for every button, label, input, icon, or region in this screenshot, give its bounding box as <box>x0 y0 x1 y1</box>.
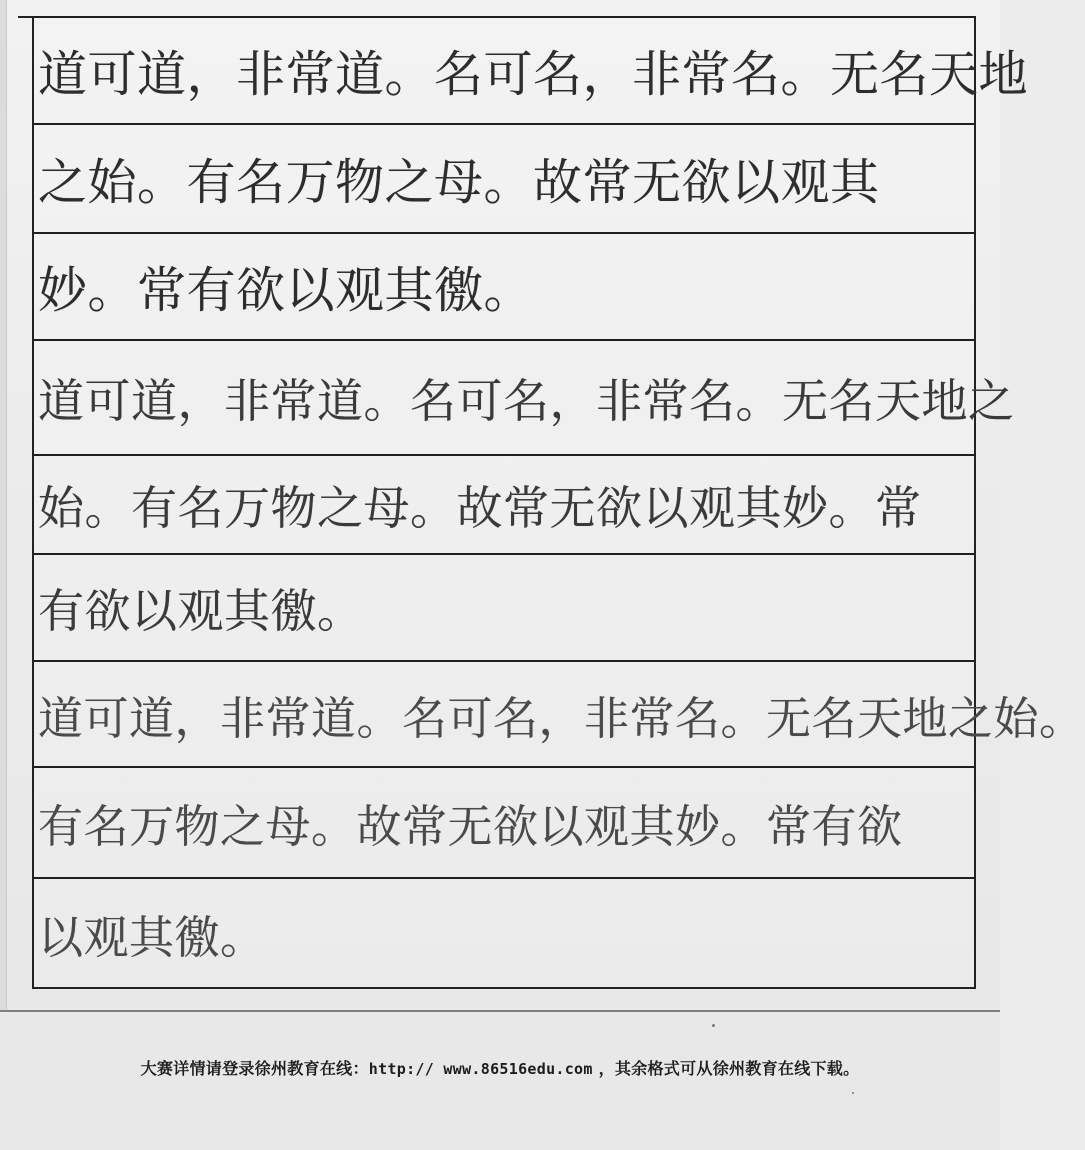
footer-note <box>0 1056 1000 1079</box>
line-text: 有名万物之母。故常无欲以观其妙。常有欲 <box>38 800 903 853</box>
writing-grid <box>32 16 1085 989</box>
writing-line-6 <box>34 553 974 660</box>
line-text: 道可道，非常道。名可名，非常名。无名天地之始。 <box>38 691 1085 745</box>
footer-suffix: ，其余格式可从徐州教育在线下载。 <box>592 1059 860 1078</box>
paper-speck <box>852 1092 854 1094</box>
bottom-rule <box>0 1010 1000 1012</box>
writing-line-7 <box>34 660 1085 766</box>
line-text: 有欲以观其徼。 <box>38 583 364 638</box>
writing-line-2 <box>34 123 974 232</box>
line-text: 之始。有名万物之母。故常无欲以观其 <box>38 153 880 211</box>
line-text: 以观其徼。 <box>38 910 266 964</box>
sheet-edge <box>0 0 7 1012</box>
writing-line-4 <box>34 339 1015 454</box>
writing-line-1 <box>34 16 1029 123</box>
line-text: 妙。常有欲以观其徼。 <box>38 261 534 319</box>
footer-prefix: 大赛详情请登录徐州教育在线： <box>140 1059 369 1078</box>
writing-line-9 <box>34 877 974 987</box>
line-text: 始。有名万物之母。故常无欲以观其妙。常 <box>38 480 922 535</box>
writing-line-8 <box>34 766 974 877</box>
line-text: 道可道，非常道。名可名，非常名。无名天地之 <box>38 373 1015 428</box>
footer-url: http:// www.86516edu.com <box>368 1060 593 1078</box>
line-text: 道可道，非常道。名可名，非常名。无名天地 <box>38 45 1029 103</box>
paper-speck <box>712 1024 715 1027</box>
writing-line-5 <box>34 454 974 553</box>
writing-line-3 <box>34 232 974 339</box>
